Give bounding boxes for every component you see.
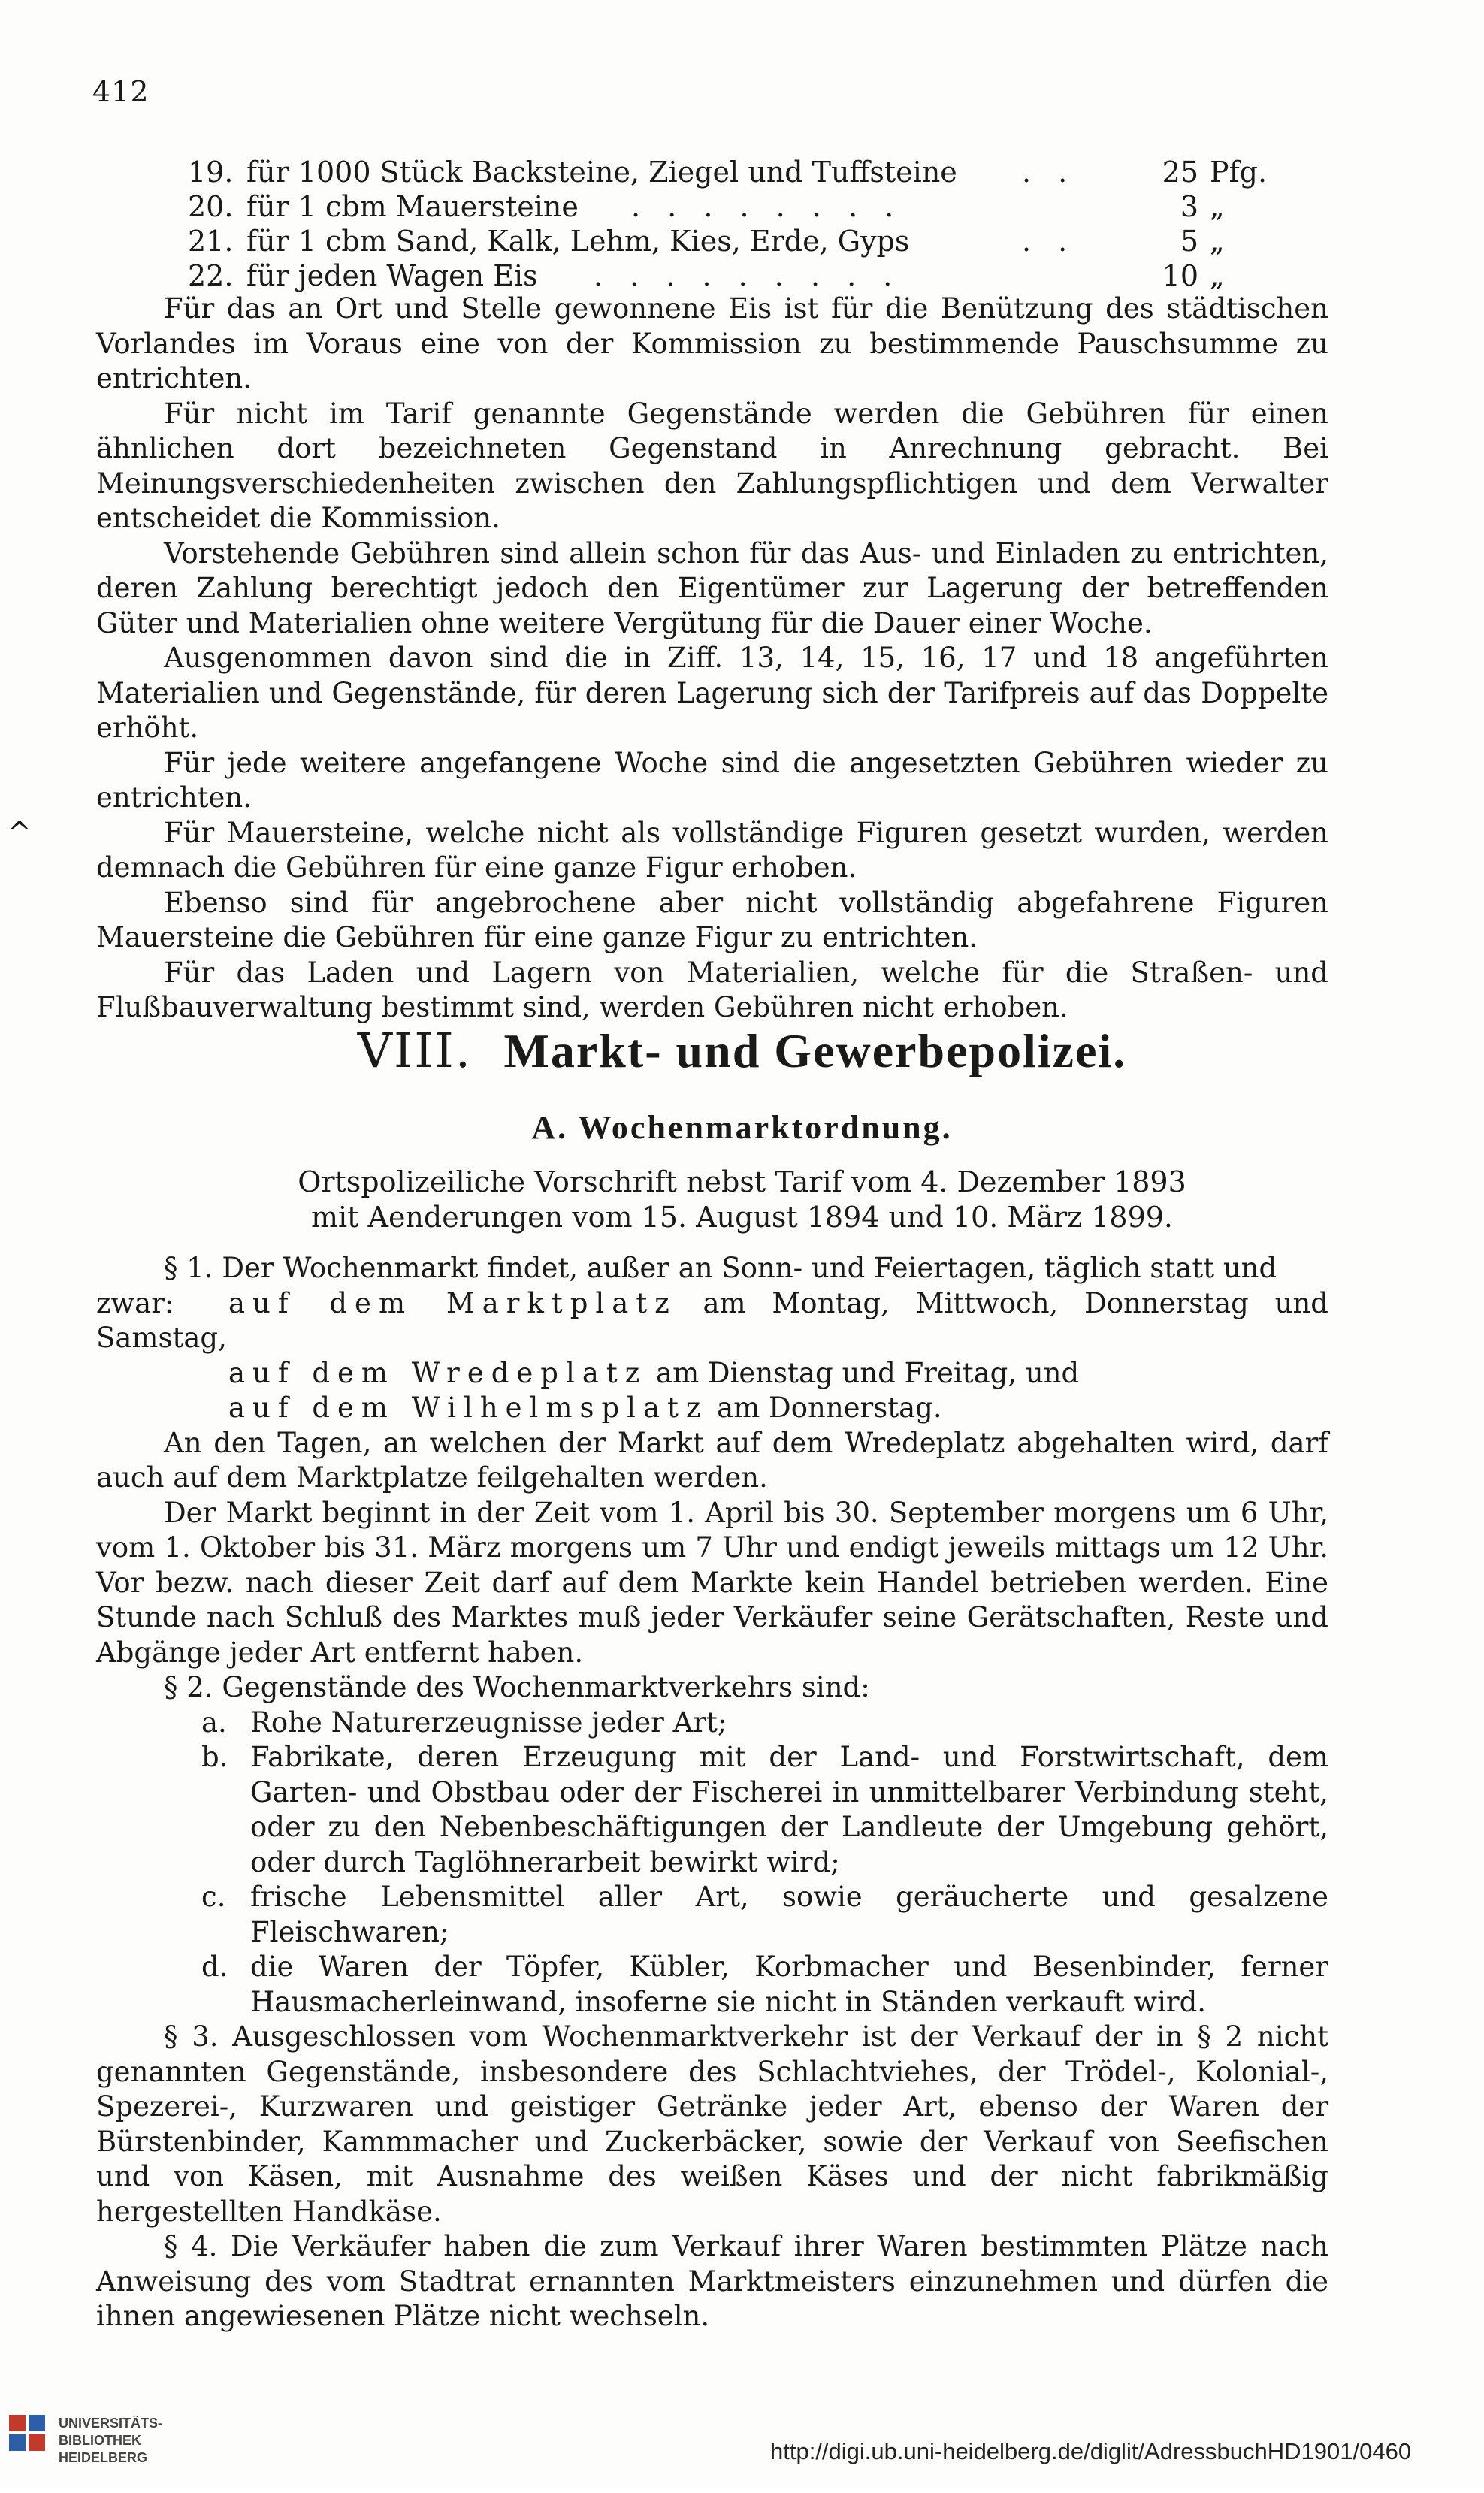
item-text: frische Lebensmittel aller Art, sowie geräucherte und gesalzene Fleischwaren; [250, 1881, 1328, 1948]
tarif-list [188, 155, 1315, 293]
market-place: auf dem Marktplatz [228, 1286, 677, 1319]
tarif-number: 19. [188, 156, 234, 189]
margin-mark: ^ [8, 816, 32, 849]
list-item [96, 1356, 1328, 1392]
list-item [96, 1880, 1328, 1950]
tarif-row [188, 258, 1315, 293]
ordinance-intro [0, 1165, 1484, 1235]
paragraph: An den Tagen, an welchen der Markt auf dem Wredeplatz abgehalten wird, darf auch auf dem Marktplatze feilgehalten werden. [96, 1426, 1328, 1494]
source-url[interactable]: http://digi.ub.uni-heidelberg.de/diglit/AdressbuchHD1901/0460 [770, 2438, 1412, 2464]
paragraph: § 4. Die Verkäufer haben die zum Verkauf ihrer Waren bestimmten Plätze nach Anweisung des vom Stadtrat ernannten Marktmeisters einzunehmen und dürfen die ihnen angewiesenen Plätze nicht wechseln. [96, 2230, 1328, 2332]
paragraph-1-start: § 1. Der Wochenmarkt findet, außer an Sonn- und Feiertagen, täglich statt und [164, 1252, 1277, 1284]
list-item [96, 1706, 1328, 1741]
tarif-dots: . . [1022, 156, 1077, 189]
list-item [96, 1286, 1328, 1356]
item-label: d. [201, 1951, 228, 1983]
item-text: Fabrikate, deren Erzeugung mit der Land- und Forstwirtschaft, dem Garten- und Obstbau oder der Fischerei in unmittelbarer Verbindung steht, oder zu den Nebenbeschäftigungen der Landleute der Umgebung gehört, oder durch Taglöhnerarbeit bewirkt wird; [250, 1741, 1328, 1878]
tarif-number: 21. [188, 225, 234, 258]
tarif-text: für 1000 Stück Backsteine, Ziegel und Tuffsteine [246, 156, 957, 189]
item-label: b. [201, 1741, 228, 1773]
paragraph: Für jede weitere angefangene Woche sind die angesetzten Gebühren wieder zu entrichten. [96, 746, 1328, 814]
footer [0, 2404, 1484, 2488]
tarif-unit: „ [1210, 225, 1225, 258]
section-heading [0, 1023, 1484, 1079]
library-emblem-icon [6, 2410, 51, 2470]
logo-line: HEIDELBERG [59, 2450, 148, 2465]
subsection-heading: A. Wochenmarktordnung. [531, 1109, 953, 1146]
logo-line: UNIVERSITÄTS- [59, 2416, 163, 2431]
tarif-row [188, 189, 1315, 224]
ordinance-text [96, 1251, 1328, 2334]
tarif-row [188, 224, 1315, 258]
tarif-text: für 1 cbm Sand, Kalk, Lehm, Kies, Erde, Gyps [246, 225, 910, 258]
item-label: c. [201, 1881, 226, 1913]
paragraph: § 3. Ausgeschlossen vom Wochenmarktverkehr ist der Verkauf der in § 2 nicht genannten Gegenstände, insbesondere des Schlachtviehes, der Trödel-, Kolonial-, Spezerei-, Kurzwaren und geistiger Getränke jeder Art, ebenso der Waren der Bürstenbinder, Kammmacher und Zuckerbäcker, sowie der Verkauf von Seefischen und von Käsen, mit Ausnahme des weißen Käses und der nicht fabrikmäßig hergestellten Handkäse. [96, 2020, 1328, 2228]
tarif-unit: Pfg. [1210, 156, 1268, 189]
intro-line: Ortspolizeiliche Vorschrift nebst Tarif vom 4. Dezember 1893 [298, 1165, 1186, 1198]
intro-line: mit Aenderungen vom 15. August 1894 und 10. März 1899. [310, 1201, 1174, 1234]
tarif-text: für 1 cbm Mauersteine [246, 190, 579, 223]
paragraph: Ebenso sind für angebrochene aber nicht vollständig abgefahrene Figuren Mauersteine die Gebühren für eine ganze Figur zu entrichten. [96, 886, 1328, 953]
tarif-unit: „ [1210, 259, 1225, 292]
tarif-text: für jeden Wagen Eis [246, 259, 538, 292]
section-title: Markt- und Gewerbepolizei. [503, 1024, 1127, 1077]
tarif-number: 20. [188, 190, 234, 223]
tarif-notes [96, 292, 1328, 1026]
tarif-amount: 5 [1180, 225, 1198, 258]
tarif-amount: 3 [1180, 190, 1198, 223]
tarif-dots: . . . . . . . . [631, 190, 903, 223]
tarif-dots: . . . . . . . . . [594, 259, 902, 292]
market-days: am Donnerstag. [717, 1392, 942, 1424]
tarif-dots: . . [1022, 225, 1077, 258]
logo-text [59, 2415, 162, 2467]
item-text: Rohe Naturerzeugnisse jeder Art; [250, 1706, 727, 1739]
logo-line: BIBLIOTHEK [59, 2433, 141, 2448]
goods-list [96, 1706, 1328, 2020]
market-days: am Montag, Mittwoch, Donnerstag und Samstag, [96, 1286, 1328, 1354]
tarif-row [188, 155, 1315, 189]
paragraph: Vorstehende Gebühren sind allein schon für das Aus- und Einladen zu entrichten, deren Zahlung berechtigt jedoch den Eigentümer zur Lagerung der betreffenden Güter und Materialien ohne weitere Vergütung für die Dauer einer Woche. [96, 536, 1328, 639]
paragraph: Ausgenommen davon sind die in Ziff. 13, 14, 15, 16, 17 und 18 angeführten Materialien und Gegenstände, für deren Lagerung sich der Tarifpreis auf das Doppelte erhöht. [96, 642, 1328, 744]
tarif-amount: 10 [1162, 259, 1198, 292]
list-item [96, 1391, 1328, 1426]
paragraph: Der Markt beginnt in der Zeit vom 1. April bis 30. September morgens um 6 Uhr, vom 1. Oktober bis 31. März morgens um 7 Uhr und endigt jeweils mittags um 12 Uhr. Vor bezw. nach dieser Zeit darf auf dem Markte kein Handel betrieben werden. Eine Stunde nach Schluß des Marktes muß jeder Verkäufer seine Gerätschaften, Reste und Abgänge jeder Art entfernt haben. [96, 1496, 1328, 1669]
paragraph: Für nicht im Tarif genannte Gegenstände werden die Gebühren für einen ähnlichen dort bezeichneten Gegenstand in Anrechnung gebracht. Bei Meinungsverschiedenheiten zwischen den Zahlungspflichtigen und dem Verwalter entscheidet die Kommission. [96, 397, 1328, 534]
paragraph: Für Mauersteine, welche nicht als vollständige Figuren gesetzt wurden, werden demnach die Gebühren für eine ganze Figur erhoben. [96, 816, 1328, 884]
paragraph: Für das an Ort und Stelle gewonnene Eis ist für die Benützung des städtischen Vorlandes im Voraus eine von der Kommission zu bestimmende Pauschsumme zu entrichten. [96, 292, 1328, 394]
market-days: am Dienstag und Freitag, und [656, 1356, 1080, 1389]
page-number: 412 [92, 75, 150, 108]
list-item [96, 1740, 1328, 1880]
tarif-number: 22. [188, 259, 234, 292]
paragraph: § 2. Gegenstände des Wochenmarktverkehrs sind: [164, 1671, 870, 1703]
market-places [96, 1286, 1328, 1426]
paragraph: Für das Laden und Lagern von Materialien, welche für die Straßen- und Flußbauverwaltung bestimmt sind, werden Gebühren nicht erhoben. [96, 956, 1328, 1023]
zwar-label: zwar: [96, 1286, 174, 1319]
list-item [96, 1950, 1328, 2020]
market-place: auf dem Wredeplatz [228, 1356, 648, 1389]
item-text: die Waren der Töpfer, Kübler, Korbmacher und Besenbinder, ferner Hausmacherleinwand, insoferne sie nicht in Ständen verkauft wird. [250, 1951, 1328, 2018]
tarif-amount: 25 [1162, 156, 1198, 189]
tarif-unit: „ [1210, 190, 1225, 223]
market-place: auf dem Wilhelmsplatz [228, 1392, 709, 1424]
section-number: VIII. [357, 1023, 473, 1079]
item-label: a. [201, 1706, 227, 1739]
library-logo [6, 2410, 201, 2493]
